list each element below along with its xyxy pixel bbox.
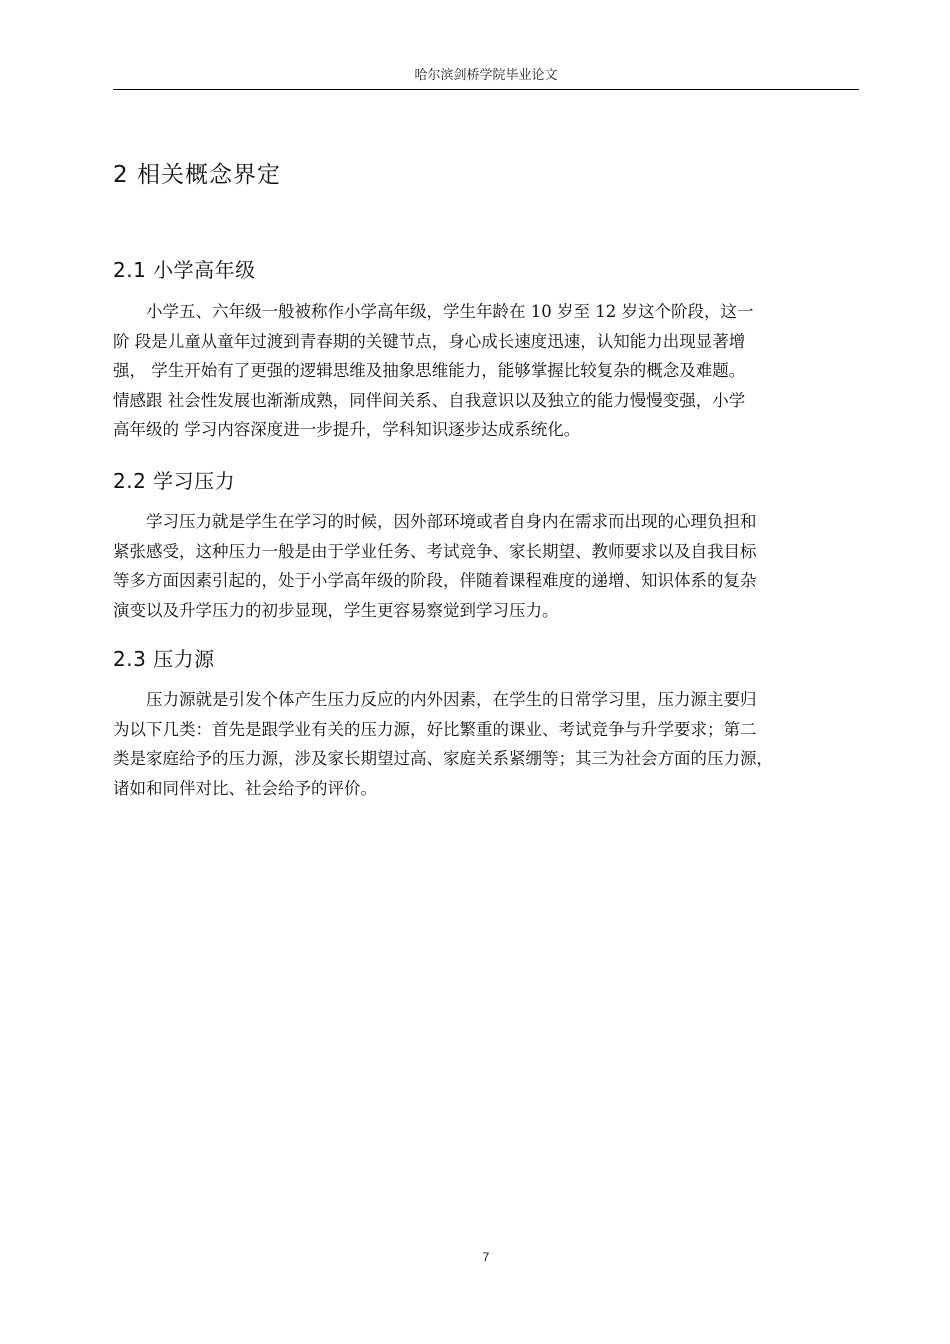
section-title-2-2: 2.2 学习压力 (113, 469, 236, 493)
paragraph-line: 紧张感受，这种压力一般是由于学业任务、考试竞争、家长期望、教师要求以及自我目标 (113, 541, 757, 561)
paragraph-line: 情感跟 社会性发展也渐渐成熟，同伴间关系、自我意识以及独立的能力慢慢变强，小学 (113, 390, 746, 410)
paragraph-line: 诸如和同伴对比、社会给予的评价。 (113, 778, 377, 798)
paragraph-line: 为以下几类：首先是跟学业有关的压力源，好比繁重的课业、考试竞争与升学要求；第二 (113, 719, 757, 739)
section-title-2-3: 2.3 压力源 (113, 647, 215, 671)
section-2-1-paragraph (113, 297, 859, 445)
paragraph-line: 强， 学生开始有了更强的逻辑思维及抽象思维能力，能够掌握比较复杂的概念及难题。 (113, 361, 746, 380)
paragraph-line: 小学五、六年级一般被称作小学高年级，学生年龄在 10 岁至 12 岁这个阶段，这一 (113, 302, 754, 321)
paragraph-line: 演变以及升学压力的初步显现，学生更容易察觉到学习压力。 (113, 600, 559, 620)
paragraph-line: 阶 段是儿童从童年过渡到青春期的关键节点，身心成长速度迅速，认知能力出现显著增 (113, 331, 746, 351)
paragraph-line: 等多方面因素引起的，处于小学高年级的阶段，伴随着课程难度的递增、知识体系的复杂 (113, 571, 757, 590)
section-2-3-paragraph (113, 685, 859, 803)
paragraph-line: 类是家庭给予的压力源，涉及家长期望过高、家庭关系紧绷等；其三为社会方面的压力源， (113, 749, 773, 768)
section-2-2-paragraph (113, 507, 859, 625)
paragraph-line: 压力源就是引发个体产生压力反应的内外因素，在学生的日常学习里，压力源主要归 (113, 690, 757, 709)
chapter-title: 2 相关概念界定 (113, 162, 281, 188)
page-number: 7 (482, 1250, 490, 1264)
paragraph-line: 学习压力就是学生在学习的时候，因外部环境或者自身内在需求而出现的心理负担和 (113, 512, 757, 531)
running-header: 哈尔滨剑桥学院毕业论文 (414, 68, 558, 83)
header-divider (113, 89, 859, 90)
paragraph-line: 高年级的 学习内容深度进一步提升，学科知识逐步达成系统化。 (113, 420, 581, 439)
section-title-2-1: 2.1 小学高年级 (113, 258, 256, 282)
